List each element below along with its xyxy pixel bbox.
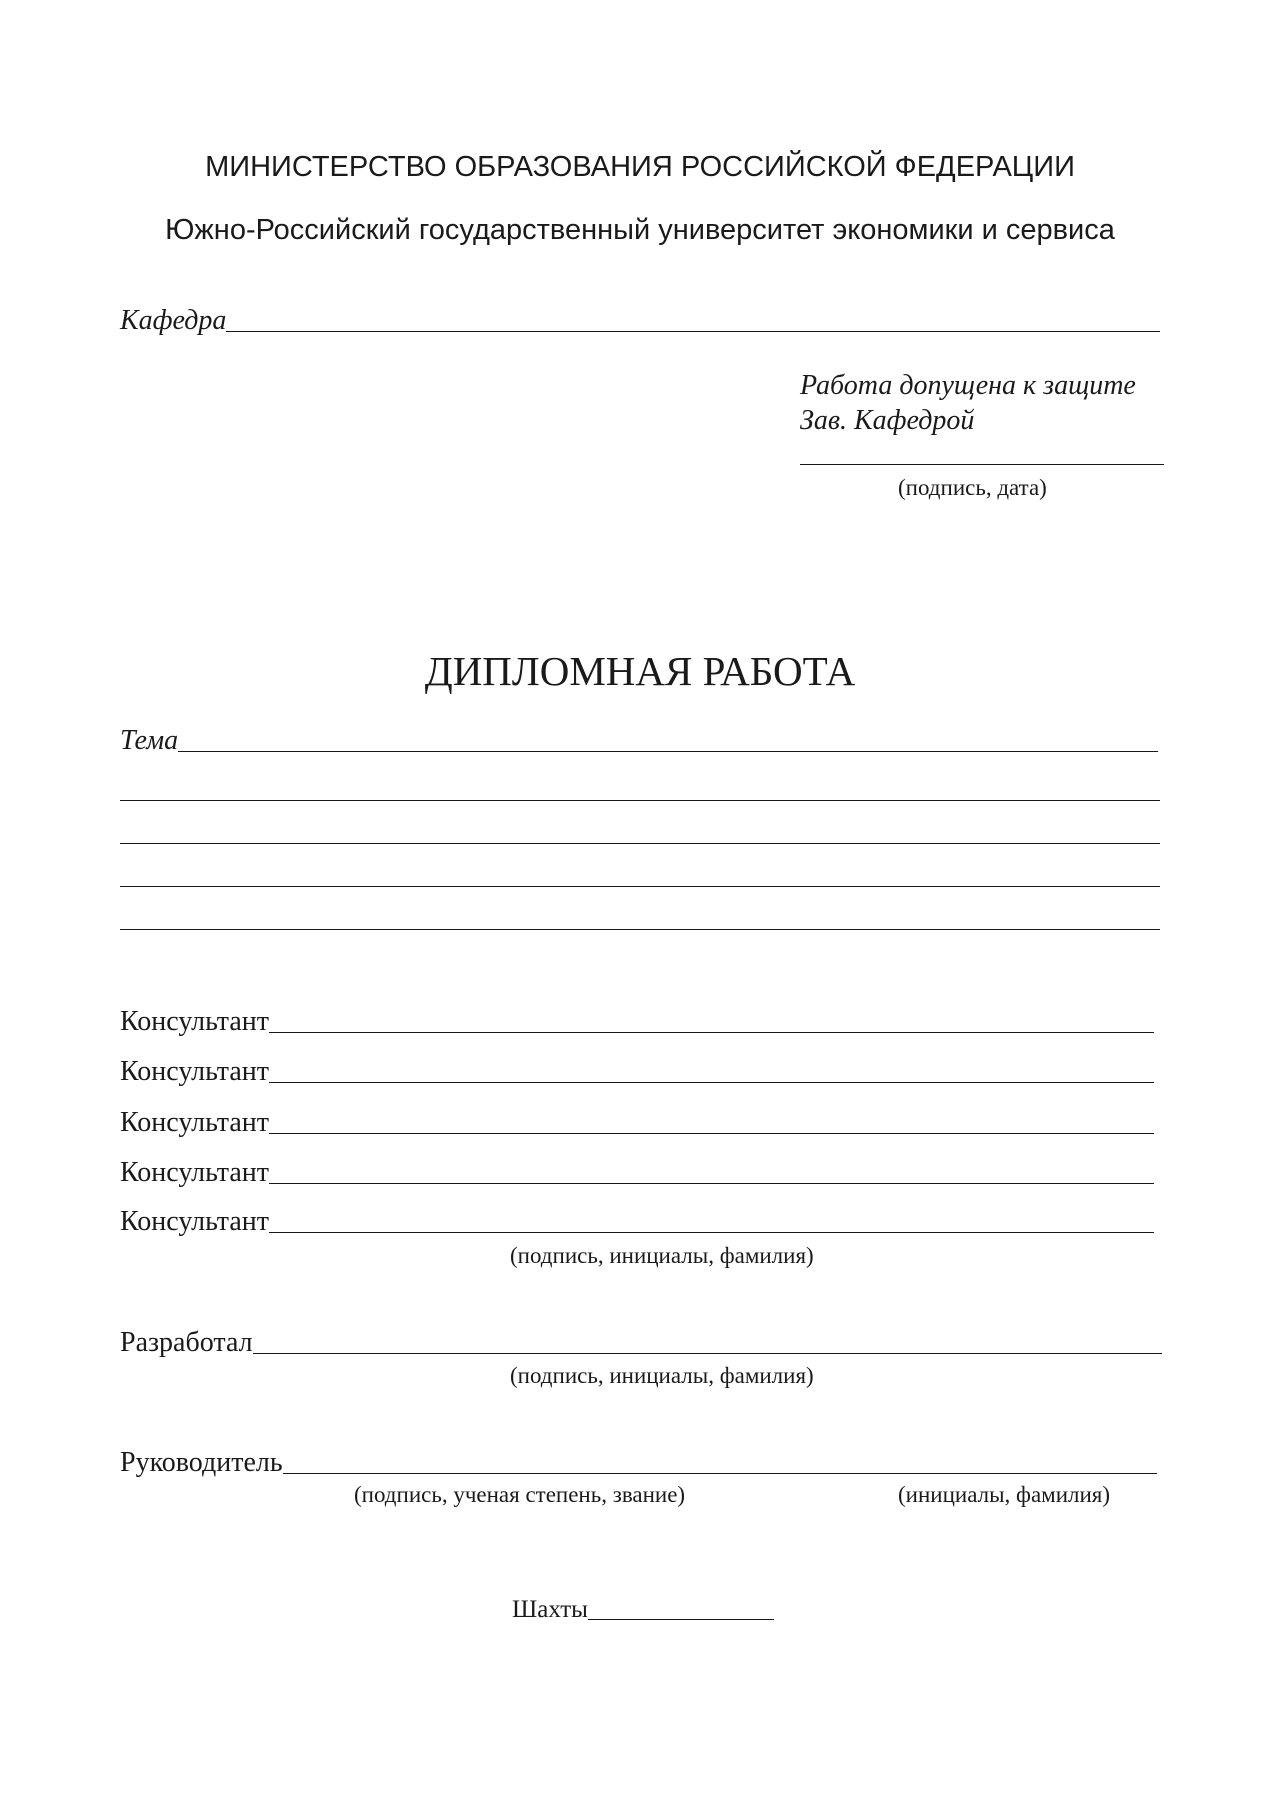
consultant-field [120, 1206, 1154, 1238]
topic-blank-line-2[interactable] [120, 800, 1160, 801]
city-label: Шахты [512, 1596, 588, 1623]
developer-field [120, 1327, 1162, 1359]
city-field [512, 1595, 774, 1624]
topic-blank-line-5[interactable] [120, 929, 1160, 930]
department-field [120, 305, 1160, 337]
consultant-blank-line[interactable] [269, 1031, 1154, 1033]
approval-caption: (подпись, дата) [898, 475, 1047, 500]
supervisor-caption-left: (подпись, ученая степень, звание) [354, 1482, 686, 1507]
topic-field [120, 725, 1158, 757]
developer-caption: (подпись, инициалы, фамилия) [510, 1363, 814, 1388]
topic-blank-line-1[interactable] [178, 750, 1158, 752]
consultant-label: Консультант [120, 1206, 269, 1237]
developer-blank-line[interactable] [253, 1352, 1162, 1354]
department-label: Кафедра [120, 305, 227, 336]
consultant-label: Консультант [120, 1056, 269, 1087]
consultant-label: Консультант [120, 1006, 269, 1037]
consultant-blank-line[interactable] [269, 1081, 1154, 1083]
consultant-field [120, 1006, 1154, 1038]
approval-line-1: Работа допущена к защите [800, 370, 1136, 401]
consultant-label: Консультант [120, 1157, 269, 1188]
supervisor-caption-right: (инициалы, фамилия) [898, 1482, 1111, 1507]
consultant-field [120, 1107, 1154, 1139]
consultant-label: Консультант [120, 1107, 269, 1138]
consultant-field [120, 1157, 1154, 1189]
topic-blank-line-3[interactable] [120, 843, 1160, 844]
supervisor-label: Руководитель [120, 1447, 283, 1478]
approval-signature-line[interactable] [800, 464, 1164, 465]
ministry-heading: МИНИСТЕРСТВО ОБРАЗОВАНИЯ РОССИЙСКОЙ ФЕДЕРАЦИИ [205, 151, 1075, 183]
topic-label: Тема [120, 725, 179, 756]
consultant-blank-line[interactable] [269, 1182, 1154, 1184]
supervisor-blank-line[interactable] [283, 1472, 1157, 1474]
consultant-blank-line[interactable] [269, 1231, 1154, 1233]
developer-label: Разработал [120, 1327, 253, 1358]
approval-line-2: Зав. Кафедрой [800, 405, 975, 436]
document-title: ДИПЛОМНАЯ РАБОТА [424, 648, 856, 694]
topic-blank-line-4[interactable] [120, 886, 1160, 887]
city-blank-line[interactable] [588, 1618, 774, 1620]
consultant-caption: (подпись, инициалы, фамилия) [510, 1243, 814, 1268]
department-blank-line[interactable] [226, 330, 1160, 332]
supervisor-field [120, 1447, 1157, 1479]
university-heading: Южно-Российский государственный университет экономики и сервиса [165, 214, 1115, 246]
consultant-field [120, 1056, 1154, 1088]
consultant-blank-line[interactable] [269, 1132, 1154, 1134]
